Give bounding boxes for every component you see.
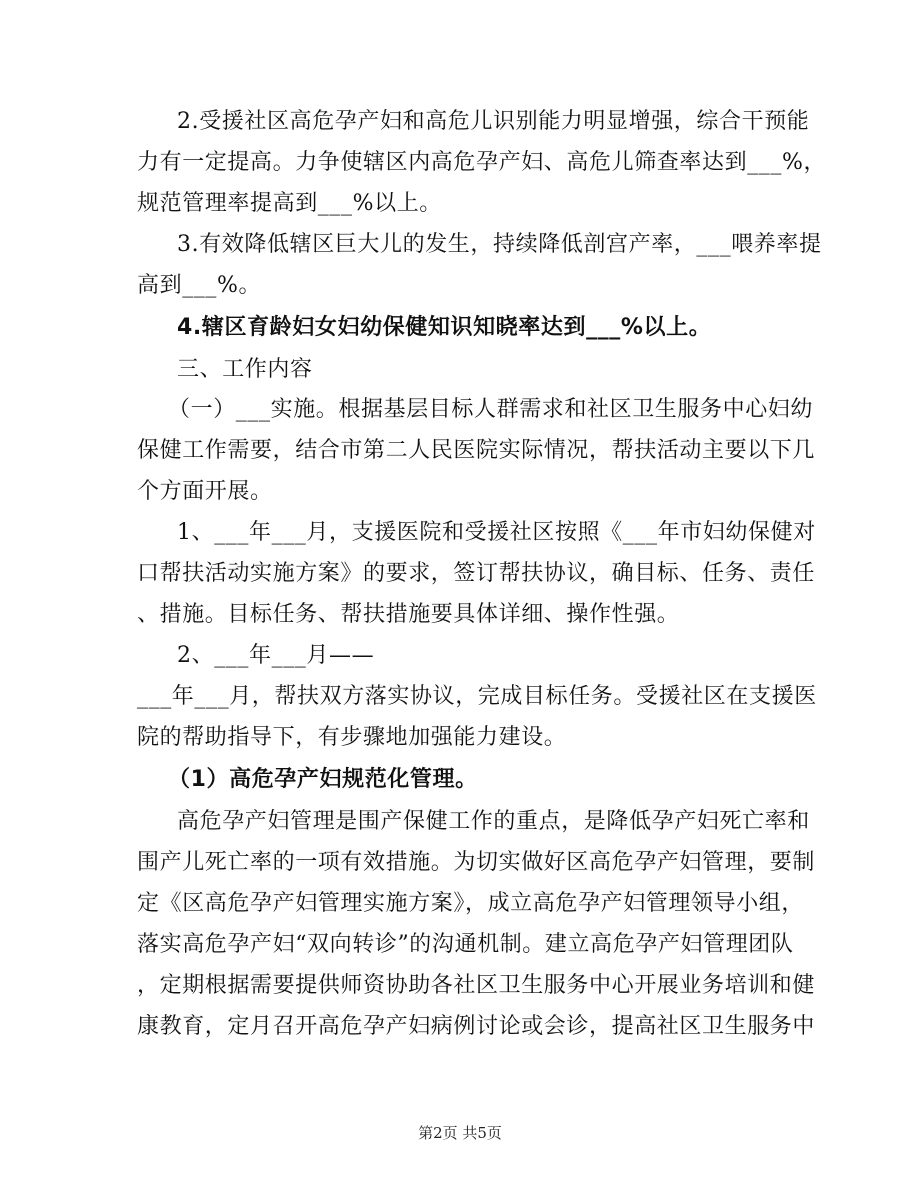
text-line: 规范管理率提高到___%以上。 xyxy=(137,191,442,216)
text-line: ，定期根据需要提供师资协助各社区卫生服务中心开展业务培训和健 xyxy=(137,973,816,998)
text-line: 、措施。目标任务、帮扶措施要具体详细、操作性强。 xyxy=(137,602,680,627)
text-line: 围产儿死亡率的一项有效措施。为切实做好区高危孕产妇管理，要制 xyxy=(137,850,816,875)
subsection-heading: （1）高危孕产妇规范化管理。 xyxy=(168,767,478,792)
text-line: 力有一定提高。力争使辖区内高危孕产妇、高危儿筛查率达到___%， xyxy=(137,150,827,175)
text-line: 3.有效降低辖区巨大儿的发生，持续降低剖宫产率，___喂养率提 xyxy=(177,232,822,257)
text-line: 保健工作需要，结合市第二人民医院实际情况，帮扶活动主要以下几 xyxy=(137,438,816,463)
text-line: 定《区高危孕产妇管理实施方案》，成立高危孕产妇管理领导小组， xyxy=(137,891,805,916)
text-line: 个方面开展。 xyxy=(137,479,273,504)
text-line: 落实高危孕产妇“双向转诊”的沟通机制。建立高危孕产妇管理团队 xyxy=(137,932,794,957)
page-number-footer: 第2页 共5页 xyxy=(418,1124,502,1142)
text-line: 4.辖区育龄妇女妇幼保健知识知晓率达到___%以上。 xyxy=(177,315,712,340)
text-line: 院的帮助指导下，有步骤地加强能力建设。 xyxy=(137,725,567,750)
text-line: ___年___月，帮扶双方落实协议，完成目标任务。受援社区在支援医 xyxy=(137,684,817,709)
text-line: 高危孕产妇管理是围产保健工作的重点，是降低孕产妇死亡率和 xyxy=(177,809,810,834)
text-line: 1、___年___月，支援医院和受援社区按照《___年市妇幼保健对 xyxy=(177,520,816,545)
text-line: 高到___%。 xyxy=(137,273,262,298)
section-heading: 三、工作内容 xyxy=(177,357,313,382)
text-line: （一）___实施。根据基层目标人群需求和社区卫生服务中心妇幼 xyxy=(168,397,814,422)
text-line: 口帮扶活动实施方案》的要求，签订帮扶协议，确目标、任务、责任 xyxy=(137,561,816,586)
text-line: 2.受援社区高危孕产妇和高危儿识别能力明显增强，综合干预能 xyxy=(177,109,810,134)
text-line: 2、___年___月—— xyxy=(177,643,375,668)
text-line: 康教育，定月召开高危孕产妇病例讨论或会诊，提高社区卫生服务中 xyxy=(137,1014,816,1039)
